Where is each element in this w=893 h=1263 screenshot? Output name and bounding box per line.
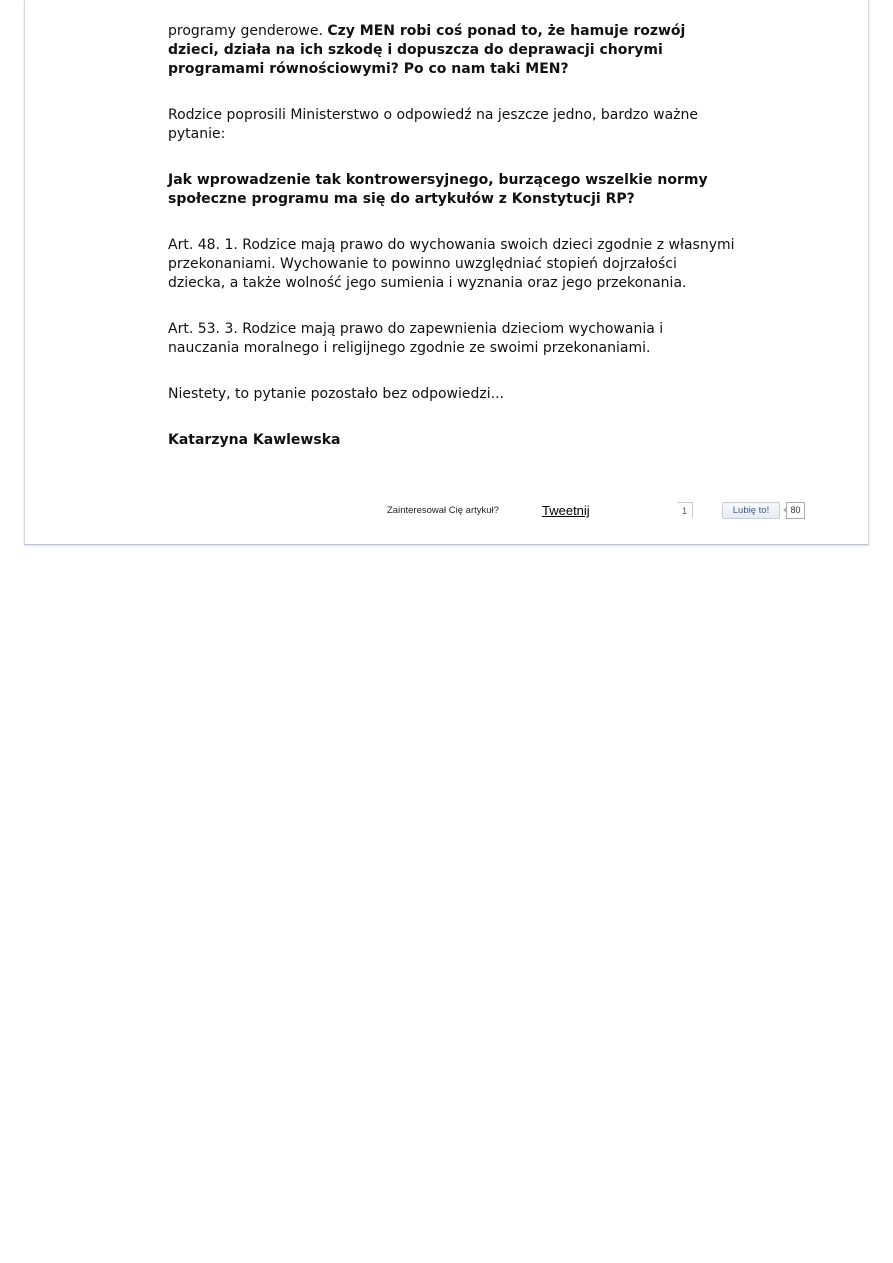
share-label: Zainteresował Cię artykuł? (387, 505, 499, 516)
intro-text: programy genderowe. (168, 23, 328, 39)
paragraph-ask: Rodzice poprosili Ministerstwo o odpowiedź na jeszcze jedno, bardzo ważne pytanie: (168, 107, 698, 142)
article-author: Katarzyna Kawlewska (168, 432, 341, 448)
paragraph-article-48: Art. 48. 1. Rodzice mają prawo do wychowania swoich dzieci zgodnie z własnymi przekonaniami. Wychowanie to powinno uwzględniać stopień dojrzałości dziecka, a także wolność jego sumienia i wyznania oraz jego przekonania. (168, 237, 735, 291)
like-count: 80 (786, 502, 805, 519)
intro-bold-text: Czy MEN robi coś ponad to, że hamuje rozwój dzieci, działa na ich szkodę i dopuszcza do deprawacji chorymi programami równościowymi? Po co nam taki MEN? (168, 23, 686, 77)
tweet-count: 1 (677, 502, 693, 518)
paragraph-intro (168, 22, 738, 79)
article-body (168, 22, 738, 450)
share-bar (25, 500, 870, 524)
paragraph-closing: Niestety, to pytanie pozostało bez odpowiedzi... (168, 386, 504, 402)
tweet-button[interactable]: Tweetnij (542, 503, 590, 518)
article-card (24, 0, 869, 545)
paragraph-article-53: Art. 53. 3. Rodzice mają prawo do zapewnienia dzieciom wychowania i nauczania moralnego i religijnego zgodnie ze swoimi przekonaniami. (168, 321, 664, 356)
like-button[interactable]: Lubię to! (722, 502, 780, 519)
paragraph-question: Jak wprowadzenie tak kontrowersyjnego, burzącego wszelkie normy społeczne programu ma się do artykułów z Konstytucji RP? (168, 172, 708, 207)
